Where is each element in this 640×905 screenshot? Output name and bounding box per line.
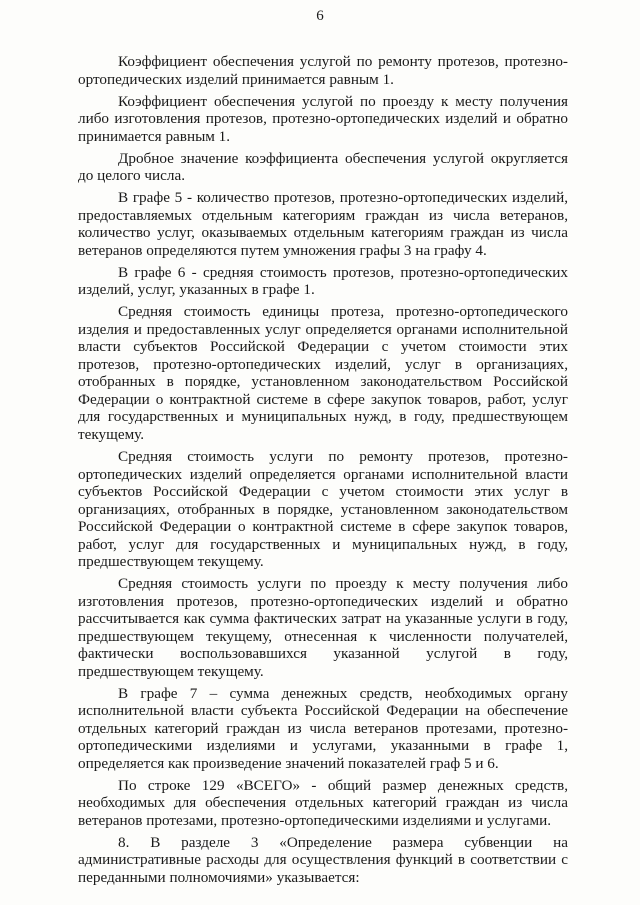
paragraph: По строке 129 «ВСЕГО» - общий размер денежных средств, необходимых для обеспечения отдельных категорий граждан из числа ветеранов протезами, протезно-ортопедическими изделиями и услугами.: [78, 776, 568, 829]
paragraph: В графе 7 – сумма денежных средств, необходимых органу исполнительной власти субъекта Российской Федерации на обеспечение отдельных категорий граждан из числа ветеранов протезами, протезно-ортопедическими изделиями и услугами, указанными в графе 1, определяется как произведение значений показателей граф 5 и 6.: [78, 684, 568, 772]
paragraph: Средняя стоимость услуги по проезду к месту получения либо изготовления протезов, протезно-ортопедических изделий и обратно рассчитывается как сумма фактических затрат на указанные услуги в году, предшествующем текущему, отнесенная к численности получателей, фактически воспользовавшихся указанной услугой в году, предшествующем текущему.: [78, 575, 568, 680]
paragraph: Дробное значение коэффициента обеспечения услугой округляется до целого числа.: [78, 149, 568, 185]
paragraph: Средняя стоимость услуги по ремонту протезов, протезно-ортопедических изделий определяется органами исполнительной власти субъектов Российской Федерации с учетом стоимости этих услуг в организациях, отобранных в порядке, установленном законодательством Российской Федерации о контрактной системе в сфере закупок товаров, работ, услуг для государственных и муниципальных нужд, в году, предшествующем текущему.: [78, 448, 568, 571]
paragraph: Средняя стоимость единицы протеза, протезно-ортопедического изделия и предоставленных услуг определяется органами исполнительной власти субъектов Российской Федерации с учетом стоимости этих протезов, протезно-ортопедических изделий, услуг в организациях, отобранных в порядке, установленном законодательством Российской Федерации о контрактной системе в сфере закупок товаров, работ, услуг для государственных и муниципальных нужд, в году, предшествующем текущему.: [78, 303, 568, 443]
paragraph: 8. В разделе 3 «Определение размера субвенции на административные расходы для осуществления функций в соответствии с переданными полномочиями» указывается:: [78, 833, 568, 886]
paragraph: Коэффициент обеспечения услугой по ремонту протезов, протезно-ортопедических изделий принимается равным 1.: [78, 53, 568, 88]
paragraph: Коэффициент обеспечения услугой по проезду к месту получения либо изготовления протезов, протезно-ортопедических изделий и обратно принимается равным 1.: [78, 92, 568, 145]
paragraph: В графе 5 - количество протезов, протезно-ортопедических изделий, предоставляемых отдельным категориям граждан из числа ветеранов, количество услуг, оказываемых отдельным категориям граждан из числа ветеранов определяются путем умножения графы 3 на графу 4.: [78, 189, 568, 259]
page-number: 6: [316, 8, 324, 24]
document-body: [78, 53, 568, 891]
paragraph: В графе 6 - средняя стоимость протезов, протезно-ортопедических изделий, услуг, указанных в графе 1.: [78, 263, 568, 299]
